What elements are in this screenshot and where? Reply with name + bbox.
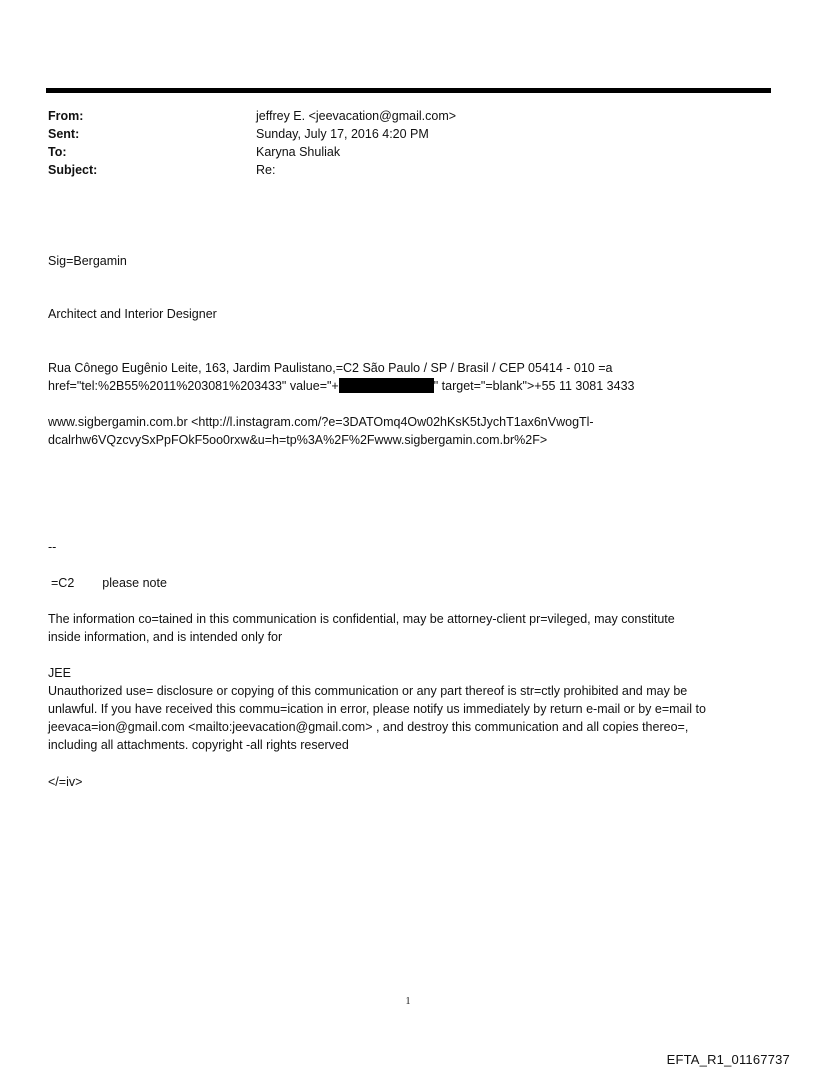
confidentiality-notice	[48, 610, 778, 646]
signature-separator: --	[48, 540, 57, 554]
closing-tag: </=iv>	[48, 775, 83, 789]
to-value: Karyna Shuliak	[256, 145, 341, 159]
signature-name: Sig=Bergamin	[48, 254, 127, 268]
unauth-line-4: including all attachments. copyright -all rights reserved	[48, 738, 349, 752]
sent-label: Sent:	[48, 127, 80, 141]
unauthorized-notice	[48, 664, 778, 754]
from-label: From:	[48, 109, 84, 123]
address-line-1: Rua Cônego Eugênio Leite, 163, Jardim Paulistano,=C2 São Paulo / SP / Brasil / CEP 05414 - 010 =a	[48, 361, 613, 375]
address-line-2-start: href="tel:%2B55%2011%203081%203433" value="+	[48, 379, 339, 393]
subject-label: Subject:	[48, 163, 98, 177]
address-block	[48, 359, 778, 395]
confidential-line-1: The information co=tained in this communication is confidential, may be attorney-client pr=vileged, may constitute	[48, 612, 675, 626]
note-text: please note	[102, 576, 167, 590]
header-rule	[46, 88, 771, 93]
page-number: 1	[405, 996, 411, 1007]
jee-line: JEE	[48, 666, 71, 680]
note-line	[51, 574, 781, 592]
unauth-line-2: unlawful. If you have received this commu=ication in error, please notify us immediately by return e-mail or by e=mail to	[48, 702, 706, 716]
website-line-1: www.sigbergamin.com.br <http://l.instagram.com/?e=3DATOmq4Ow02hKsK5tJychT1ax6nVwogTl-	[48, 415, 594, 429]
confidential-line-2: inside information, and is intended only for	[48, 630, 283, 644]
unauth-line-3: jeevaca=ion@gmail.com <mailto:jeevacation@gmail.com> , and destroy this communication and all copies thereo=,	[48, 720, 689, 734]
signature-title: Architect and Interior Designer	[48, 307, 217, 321]
subject-value: Re:	[256, 163, 276, 177]
document-id: EFTA_R1_01167737	[666, 1052, 790, 1067]
from-value: jeffrey E. <jeevacation@gmail.com>	[256, 109, 457, 123]
to-label: To:	[48, 145, 67, 159]
redaction-box	[339, 378, 434, 393]
website-line-2: dcalrhw6VQzcvySxPpFOkF5oo0rxw&u=h=tp%3A%2F%2Fwww.sigbergamin.com.br%2F>	[48, 433, 548, 447]
note-code: =C2	[51, 576, 75, 590]
unauth-line-1: Unauthorized use= disclosure or copying of this communication or any part thereof is str=ctly prohibited and may be	[48, 684, 688, 698]
address-line-2	[48, 377, 778, 395]
sent-value: Sunday, July 17, 2016 4:20 PM	[256, 127, 429, 141]
website-block	[48, 413, 778, 449]
address-line-2-end: " target="=blank">+55 11 3081 3433	[433, 379, 635, 393]
